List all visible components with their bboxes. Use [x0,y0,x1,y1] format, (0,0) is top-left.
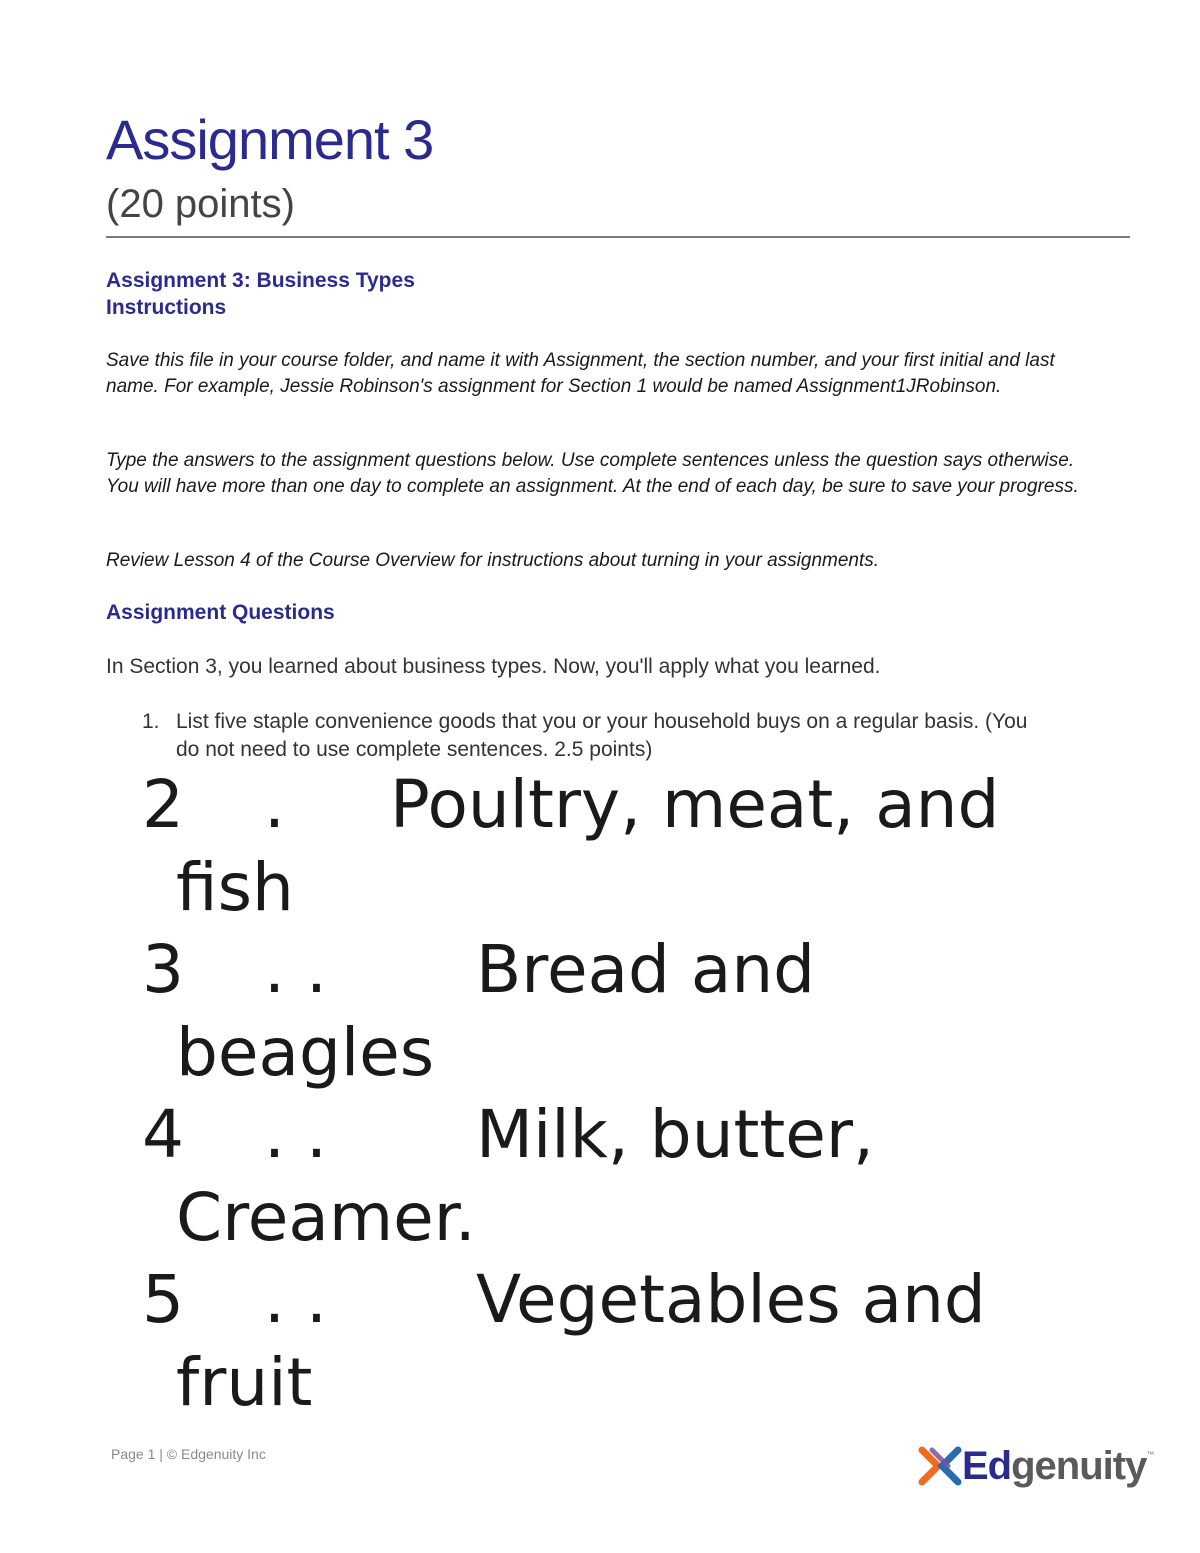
edgenuity-logo [918,1440,1154,1492]
points-subtitle: (20 points) [106,182,295,226]
answer-dots: . . [264,1261,327,1338]
answer-line: Poultry, meat, and [390,766,1000,843]
answer-line: Vegetables and [476,1261,986,1338]
section-heading-questions: Assignment Questions [106,601,335,624]
instructions-paragraph-save: Save this file in your course folder, and name it with Assignment, the section number, and your first initial and last name. For example, Jessie Robinson's assignment for Section 1 would be named Assignment1JRobinson. [106,350,1055,397]
edgenuity-x-icon [918,1446,962,1486]
answer-number: 2 [142,766,184,843]
answer-number: 4 [142,1096,184,1173]
answer-line: Milk, butter, [476,1096,874,1173]
logo-trademark: ™ [1146,1450,1155,1459]
answer-number: 3 [142,931,184,1008]
question-text: List five staple convenience goods that you or your household buys on a regular basis. (You do not need to use complete sentences. 2.5 points) [176,710,1028,761]
answer-dots: . . [264,931,327,1008]
section-heading-instructions: Instructions [106,296,227,319]
answer-dots: . [264,766,285,843]
logo-text-genuity: genuity [1011,1444,1147,1488]
question-number: 1. [142,710,160,733]
answer-line-continued: Creamer. [176,1179,476,1256]
instructions-paragraph-review: Review Lesson 4 of the Course Overview for instructions about turning in your assignments. [106,550,880,571]
page-footer: Page 1 | © Edgenuity Inc [111,1446,266,1462]
section-heading-business-types: Assignment 3: Business Types [106,269,415,292]
page-title: Assignment 3 [106,108,434,171]
answer-line-continued: fruit [176,1344,313,1421]
questions-intro: In Section 3, you learned about business types. Now, you'll apply what you learned. [106,655,881,678]
answer-line-continued: fish [176,849,294,926]
answer-line: Bread and [476,931,816,1008]
answer-number: 5 [142,1261,184,1338]
answer-dots: . . [264,1096,327,1173]
answer-line-continued: beagles [176,1014,435,1091]
title-divider [106,236,1130,238]
instructions-paragraph-type: Type the answers to the assignment questions below. Use complete sentences unless the question says otherwise. You will have more than one day to complete an assignment. At the end of each day, be sure to save your progress. [106,450,1079,497]
logo-text-ed: Ed [962,1444,1012,1488]
